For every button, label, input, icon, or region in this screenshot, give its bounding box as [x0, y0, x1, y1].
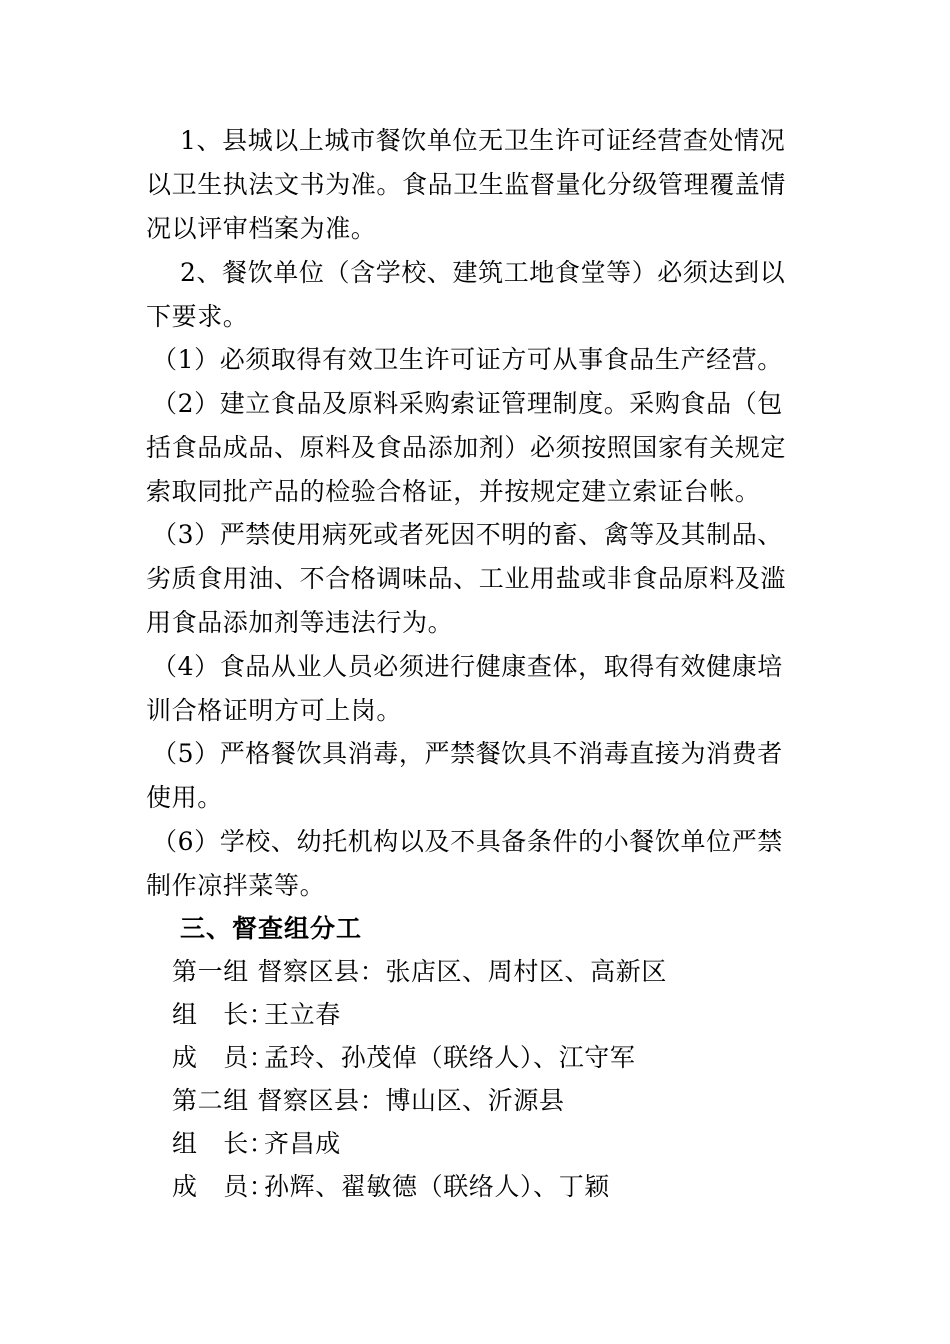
paragraph-line: 索取同批产品的检验合格证，并按规定建立索证台帐。: [146, 477, 761, 506]
paragraph-line: （3）严禁使用病死或者死因不明的畜、禽等及其制品、: [152, 520, 783, 549]
leader-label: 组 长：: [172, 1000, 275, 1029]
paragraph-line: 用食品添加剂等违法行为。: [146, 608, 454, 637]
paragraph-line: 括食品成品、原料及食品添加剂）必须按照国家有关规定: [146, 433, 787, 462]
paragraph-line: 训合格证明方可上岗。: [146, 696, 403, 725]
leader-name: 王立春: [264, 1000, 341, 1029]
group-leader-row: [172, 998, 832, 1032]
members-names: 孙辉、翟敏德（联络人）、丁颖: [264, 1172, 610, 1201]
paragraph-line: （2）建立食品及原料采购索证管理制度。采购食品（包: [152, 389, 783, 418]
paragraph-line: （5）严格餐饮具消毒，严禁餐饮具不消毒直接为消费者: [152, 739, 783, 768]
leader-name: 齐昌成: [264, 1129, 341, 1158]
paragraph-line: 制作凉拌菜等。: [146, 871, 326, 900]
paragraph-line: 使用。: [146, 783, 223, 812]
paragraph-line: （6）学校、幼托机构以及不具备条件的小餐饮单位严禁: [152, 827, 783, 856]
leader-label: 组 长：: [172, 1129, 275, 1158]
paragraph-line: 1、县城以上城市餐饮单位无卫生许可证经营查处情况: [180, 126, 786, 155]
paragraph-line: 劣质食用油、不合格调味品、工业用盐或非食品原料及滥: [146, 564, 787, 593]
paragraph-line: （1）必须取得有效卫生许可证方可从事食品生产经营。: [152, 345, 783, 374]
paragraph-line: 况以评审档案为准。: [146, 214, 377, 243]
group-leader-row: [172, 1127, 832, 1161]
group-members-row: [172, 1170, 832, 1204]
paragraph-line: 以卫生执法文书为准。食品卫生监督量化分级管理覆盖情: [146, 170, 787, 199]
group-members-row: [172, 1041, 832, 1075]
members-names: 孟玲、孙茂倬（联络人）、江守军: [264, 1043, 636, 1072]
members-label: 成 员：: [172, 1043, 275, 1072]
paragraph-line: 下要求。: [146, 302, 249, 331]
paragraph-line: 2、餐饮单位（含学校、建筑工地食堂等）必须达到以: [180, 258, 786, 287]
section-heading: 三、督查组分工: [180, 914, 363, 943]
paragraph-line: （4）食品从业人员必须进行健康查体，取得有效健康培: [152, 652, 783, 681]
group-title: 第一组 督察区县：张店区、周村区、高新区: [172, 957, 667, 986]
members-label: 成 员：: [172, 1172, 275, 1201]
group-title: 第二组 督察区县：博山区、沂源县: [172, 1086, 565, 1115]
